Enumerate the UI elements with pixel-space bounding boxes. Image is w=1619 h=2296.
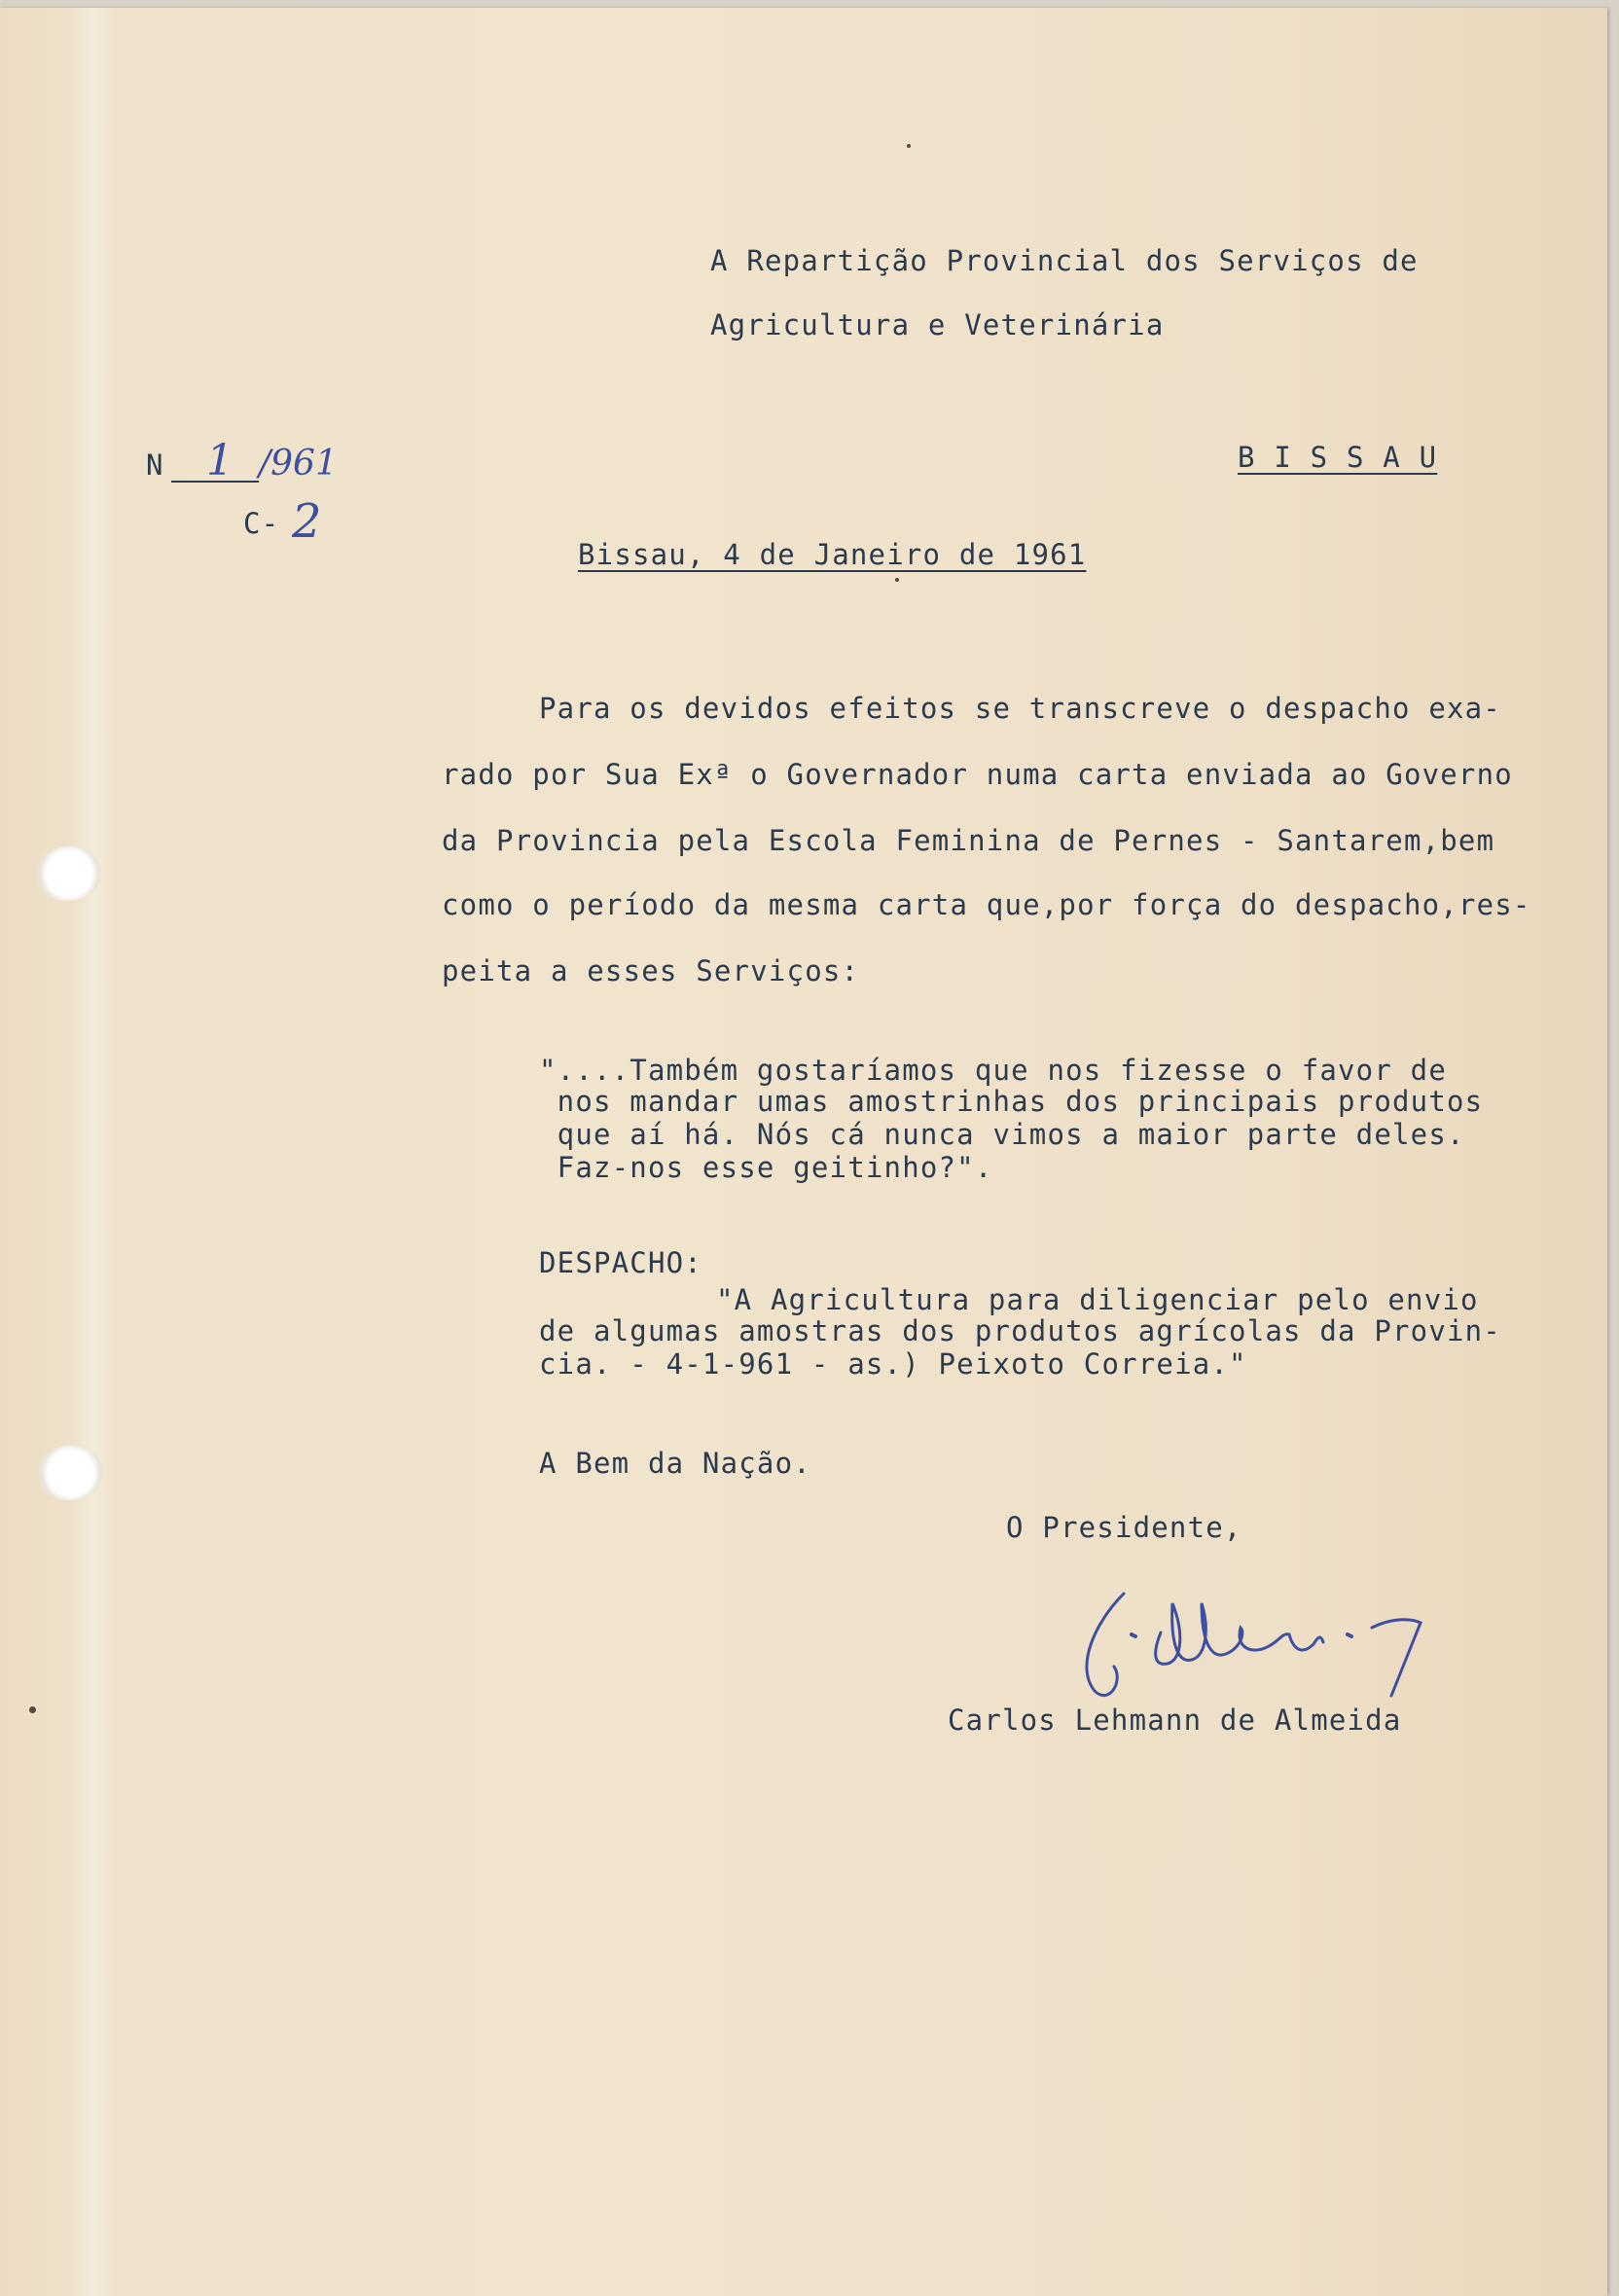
- punch-hole-top: [37, 846, 101, 901]
- ink-spot: [29, 1706, 36, 1713]
- quote-line: Faz-nos esse geitinho?".: [539, 1151, 993, 1184]
- quote-line: "....Também gostaríamos que nos fizesse o favor de: [539, 1054, 1447, 1087]
- paragraph-line: peita a esses Serviços:: [442, 954, 860, 987]
- punch-hole-bottom: [39, 1446, 103, 1500]
- paragraph-line: da Provincia pela Escola Feminina de Pernes - Santarem,bem: [442, 824, 1495, 857]
- paragraph-line: como o período da mesma carta que,por força do despacho,res-: [442, 888, 1531, 921]
- reference-copy-value: 2: [292, 494, 322, 549]
- despacho-label: DESPACHO:: [539, 1246, 702, 1279]
- despacho-line: "A Agricultura para diligenciar pelo envio: [716, 1283, 1479, 1316]
- despacho-line: cia. - 4-1-961 - as.) Peixoto Correia.": [539, 1347, 1247, 1381]
- closing-line: A Bem da Nação.: [539, 1447, 811, 1480]
- header-city: B I S S A U: [1238, 441, 1438, 474]
- reference-number-year: /961: [259, 444, 338, 484]
- reference-copy-prefix: C-: [243, 507, 280, 540]
- despacho-line: de algumas amostras dos produtos agrícolas da Provin-: [539, 1314, 1501, 1347]
- signatory-name: Carlos Lehmann de Almeida: [948, 1704, 1402, 1737]
- paragraph-line: rado por Sua Exª o Governador numa carta enviada ao Governo: [442, 758, 1513, 791]
- quote-line: que aí há. Nós cá nunca vimos a maior parte deles.: [539, 1118, 1465, 1151]
- paragraph-line: Para os devidos efeitos se transcreve o despacho exa-: [539, 692, 1501, 725]
- ink-spot: [895, 578, 899, 582]
- handwritten-signature: [1056, 1574, 1464, 1710]
- ink-spot: [907, 144, 911, 148]
- quote-line: nos mandar umas amostrinhas dos principais produtos: [539, 1085, 1484, 1118]
- date-line: Bissau, 4 de Janeiro de 1961: [578, 538, 1087, 571]
- document-page: [0, 8, 1607, 2296]
- header-line-2: Agricultura e Veterinária: [710, 308, 1165, 341]
- reference-number-value: 1: [206, 436, 234, 485]
- header-line-1: A Repartição Provincial dos Serviços de: [710, 244, 1419, 277]
- signature-title: O Presidente,: [1006, 1511, 1242, 1544]
- reference-number-prefix: N: [146, 448, 164, 482]
